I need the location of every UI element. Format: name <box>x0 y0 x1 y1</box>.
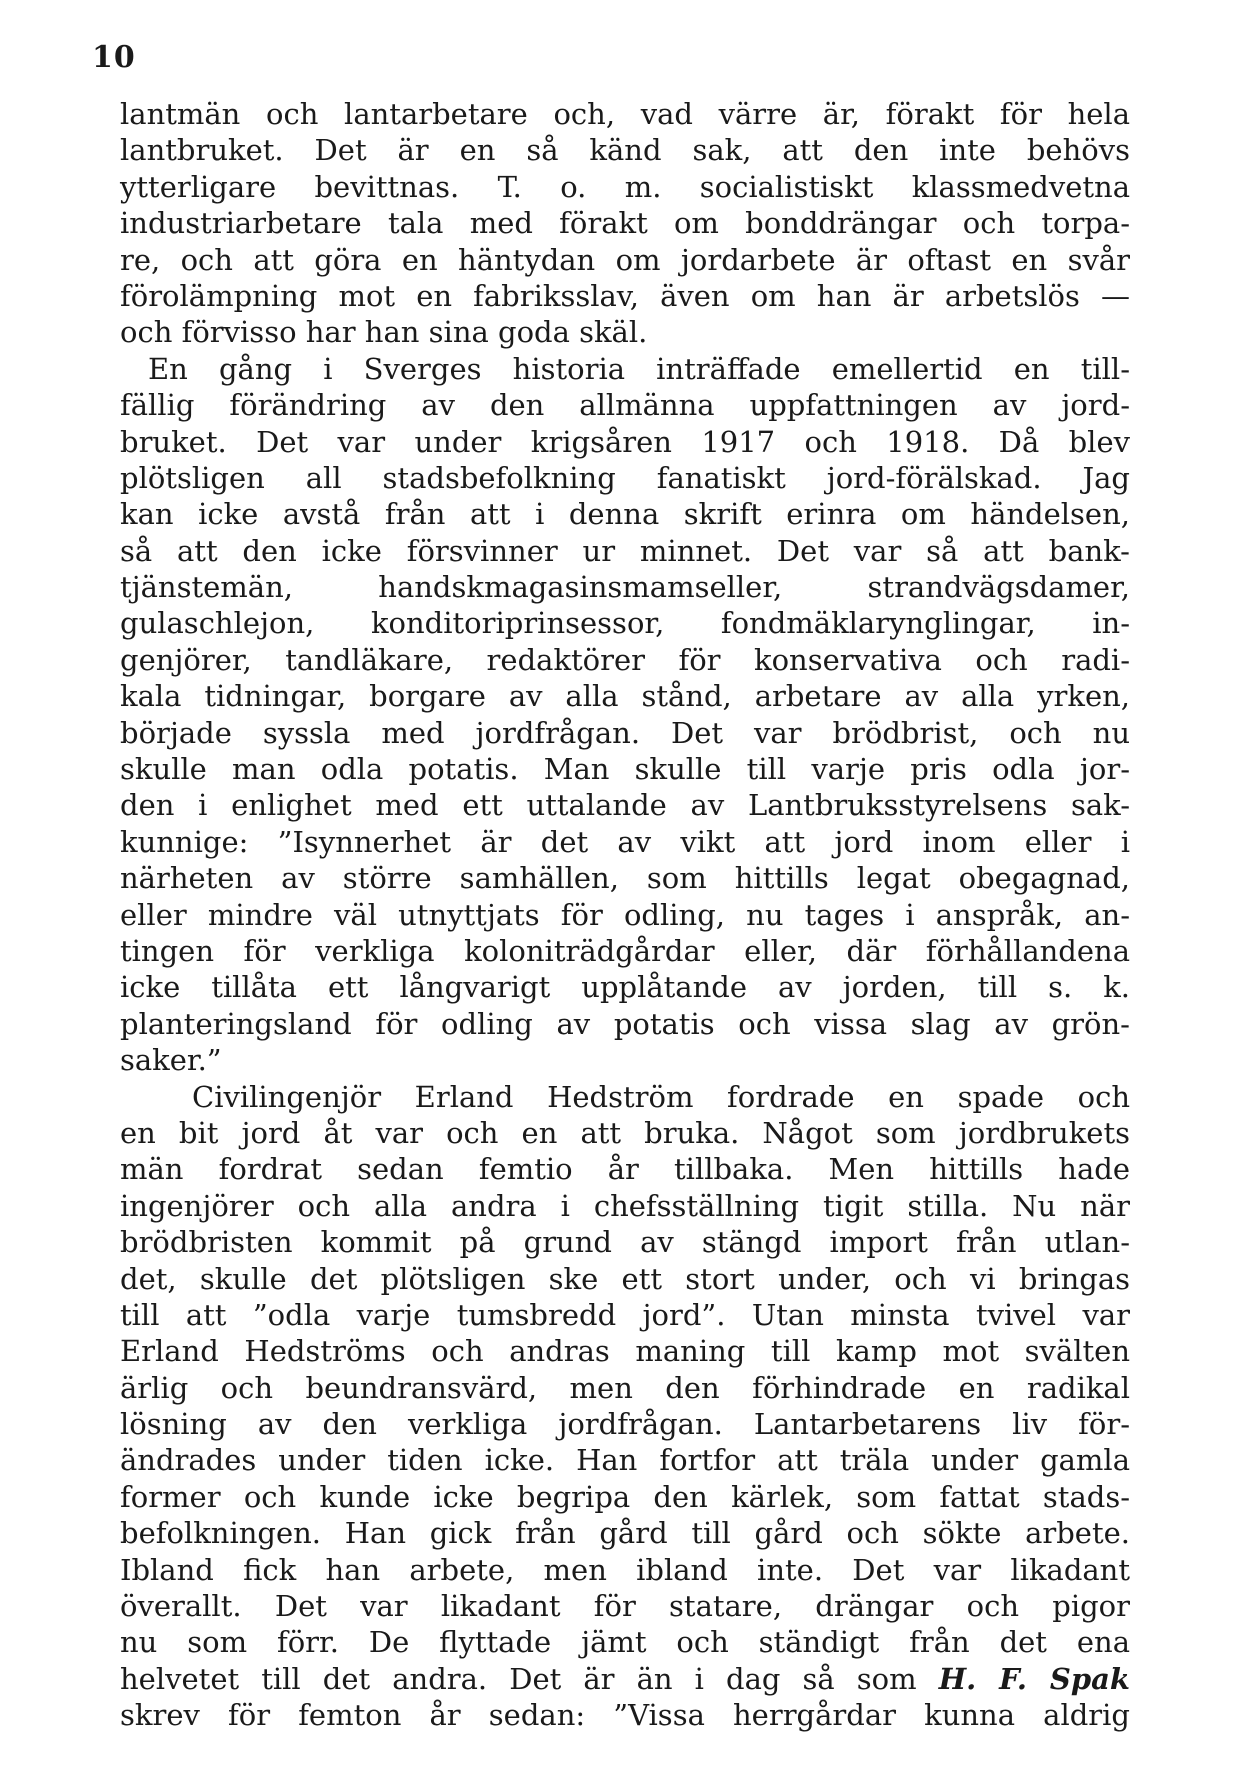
text-line <box>120 351 1130 387</box>
text-line-content: en bit jord åt var och en att bruka. Något som jordbrukets <box>120 1115 1130 1150</box>
text-line-content: fällig förändring av den allmänna uppfattningen av jord- <box>120 388 1130 423</box>
text-line-content: lösning av den verkliga jordfrågan. Lantarbetarens liv för- <box>120 1407 1130 1442</box>
text-line <box>120 751 1130 787</box>
text-line <box>120 1697 1130 1733</box>
text-line-content: Erland Hedströms och andras maning till kamp mot svälten <box>120 1334 1130 1369</box>
text-line <box>120 1188 1130 1224</box>
text-line <box>120 496 1130 532</box>
text-line-content: ytterligare bevittnas. T. o. m. socialistiskt klassmedvetna <box>120 169 1130 204</box>
text-line <box>120 897 1130 933</box>
page-number: 10 <box>92 40 136 75</box>
text-line <box>120 460 1130 496</box>
text-line-content: tingen för verkliga koloniträdgårdar eller, där förhållandena <box>120 933 1130 968</box>
text-line <box>120 314 1130 350</box>
text-line <box>120 787 1130 823</box>
text-line <box>120 715 1130 751</box>
text-line-content: började syssla med jordfrågan. Det var brödbrist, och nu <box>120 715 1130 750</box>
text-line-content: befolkningen. Han gick från gård till gård och sökte arbete. <box>120 1516 1130 1551</box>
text-line <box>120 169 1130 205</box>
text-line <box>120 1406 1130 1442</box>
text-line <box>120 242 1130 278</box>
text-line <box>120 1261 1130 1297</box>
text-line-content: planteringsland för odling av potatis och vissa slag av grön- <box>120 1006 1130 1041</box>
text-line-content: skulle man odla potatis. Man skulle till varje pris odla jor- <box>120 752 1130 787</box>
text-line <box>120 933 1130 969</box>
text-line <box>120 205 1130 241</box>
text-line <box>120 424 1130 460</box>
text-line-content: så att den icke försvinner ur minnet. Det var så att bank- <box>120 533 1130 568</box>
text-line-content: lantmän och lantarbetare och, vad värre är, förakt för hela <box>120 97 1130 131</box>
text-line-content: En gång i Sverges historia inträffade emellertid en till- <box>148 351 1130 386</box>
text-line <box>120 1333 1130 1369</box>
text-line <box>120 642 1130 678</box>
text-line-content: eller mindre väl utnyttjats för odling, nu tages i anspråk, an- <box>120 897 1130 932</box>
text-line-content: brödbristen kommit på grund av stängd import från utlan- <box>120 1225 1130 1260</box>
text-line <box>120 1479 1130 1515</box>
author-name: H. F. Spak <box>938 1661 1130 1696</box>
text-line-content: ärlig och beundransvärd, men den förhindrade en radikal <box>120 1370 1130 1405</box>
text-line-content: ändrades under tiden icke. Han fortfor att träla under gamla <box>120 1443 1130 1478</box>
text-line <box>120 278 1130 314</box>
text-line-content: närheten av större samhällen, som hittills legat obegagnad, <box>120 861 1130 896</box>
text-line <box>120 1297 1130 1333</box>
text-line <box>120 1079 1130 1115</box>
text-line-content: industriarbetare tala med förakt om bonddrängar och torpa- <box>120 206 1130 241</box>
text-line <box>120 569 1130 605</box>
text-line <box>120 605 1130 641</box>
text-line <box>120 132 1130 168</box>
text-line-content: icke tillåta ett långvarigt upplåtande av jorden, till s. k. <box>120 970 1130 1005</box>
text-line <box>120 969 1130 1005</box>
text-line <box>120 533 1130 569</box>
text-line <box>120 1224 1130 1260</box>
text-line <box>120 860 1130 896</box>
text-line <box>120 1370 1130 1406</box>
text-line-content: kan icke avstå från att i denna skrift erinra om händelsen, <box>120 497 1130 532</box>
text-line <box>120 1042 1130 1078</box>
text-line-content: former och kunde icke begripa den kärlek, som fattat stads- <box>120 1479 1130 1514</box>
text-line-content: tjänstemän, handskmagasinsmamseller, strandvägsdamer, <box>120 570 1130 605</box>
text-line <box>120 387 1130 423</box>
text-line-content: den i enlighet med ett uttalande av Lantbruksstyrelsens sak- <box>120 788 1130 823</box>
text-line-content: Civilingenjör Erland Hedström fordrade en spade och <box>192 1079 1130 1114</box>
text-line <box>120 678 1130 714</box>
text-line-content: förolämpning mot en fabriksslav, även om han är arbetslös — <box>120 278 1130 313</box>
text-line <box>120 1588 1130 1624</box>
text-line-content: till att ”odla varje tumsbredd jord”. Utan minsta tvivel var <box>120 1297 1130 1332</box>
text-line <box>120 1661 1130 1697</box>
text-line-content: helvetet till det andra. Det är än i dag så som <box>120 1661 939 1696</box>
text-line <box>120 1624 1130 1660</box>
text-line-content: saker.” <box>120 1043 222 1078</box>
text-line-content: det, skulle det plötsligen ske ett stort under, och vi bringas <box>120 1261 1130 1296</box>
text-line-content: Ibland fick han arbete, men ibland inte. Det var likadant <box>120 1552 1130 1587</box>
text-line <box>120 1151 1130 1187</box>
text-line-content: plötsligen all stadsbefolkning fanatiskt jord-förälskad. Jag <box>120 460 1130 495</box>
text-line <box>120 1442 1130 1478</box>
body-text <box>120 96 1130 1734</box>
text-line-content: överallt. Det var likadant för statare, drängar och pigor <box>120 1589 1130 1624</box>
text-line-content: ingenjörer och alla andra i chefsställning tigit stilla. Nu när <box>120 1188 1130 1223</box>
text-line-content: lantbruket. Det är en så känd sak, att den inte behövs <box>120 133 1130 168</box>
text-line <box>120 96 1130 132</box>
text-line-content: kala tidningar, borgare av alla stånd, arbetare av alla yrken, <box>120 679 1130 714</box>
text-line <box>120 1006 1130 1042</box>
text-line-content: nu som förr. De flyttade jämt och ständigt från det ena <box>120 1625 1130 1660</box>
text-line-content: skrev för femton år sedan: ”Vissa herrgårdar kunna aldrig <box>120 1698 1130 1733</box>
text-line <box>120 1552 1130 1588</box>
text-line <box>120 824 1130 860</box>
text-line-content: män fordrat sedan femtio år tillbaka. Men hittills hade <box>120 1152 1130 1187</box>
text-line-content: re, och att göra en häntydan om jordarbete är oftast en svår <box>120 242 1130 277</box>
text-line <box>120 1115 1130 1151</box>
text-line-content: kunnige: ”Isynnerhet är det av vikt att jord inom eller i <box>120 824 1130 859</box>
text-line-content: gulaschlejon, konditoriprinsessor, fondmäklarynglingar, in- <box>120 606 1130 641</box>
text-line-content: och förvisso har han sina goda skäl. <box>120 315 648 350</box>
text-line-content: bruket. Det var under krigsåren 1917 och 1918. Då blev <box>120 424 1130 459</box>
text-line-content: genjörer, tandläkare, redaktörer för konservativa och radi- <box>120 642 1130 677</box>
text-line <box>120 1515 1130 1551</box>
